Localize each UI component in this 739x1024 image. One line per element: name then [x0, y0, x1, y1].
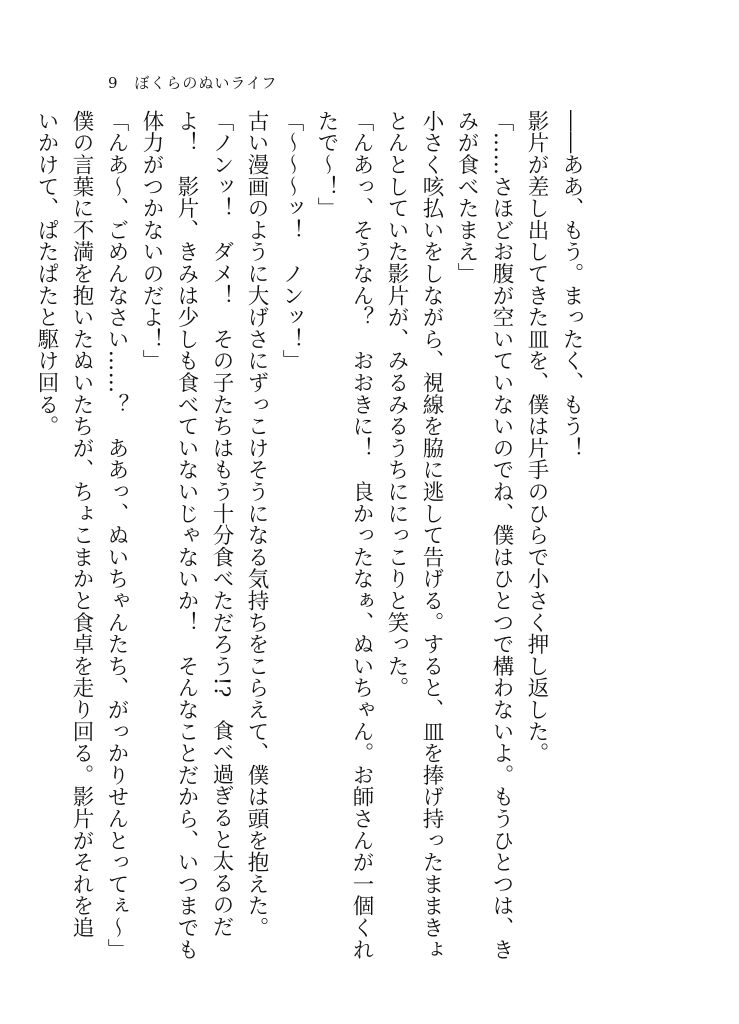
text-line: ――ああ、もう。まったく、もう！ — [559, 110, 584, 459]
text-line: たで～！」 — [314, 110, 339, 219]
text-line: みが食べたまえ」 — [454, 110, 479, 285]
text-line: 「ノンッ！ ダメ！ その子たちはもう十分食べただろう!? 食べ過ぎると太るのだ — [209, 110, 234, 938]
running-header — [108, 72, 277, 93]
text-line: いかけて、ぱたぱたと駆け回る。 — [34, 110, 59, 437]
text-line: 「んあ～、ごめんなさい……？ ああっ、ぬいちゃんたち、がっかりせんとってぇ～」 — [104, 110, 129, 961]
running-title: ぼくらのぬいライフ — [134, 74, 278, 92]
text-line: 影片が差し出してきた皿を、僕は片手のひらで小さく押し返した。 — [524, 110, 549, 764]
text-line: 「……さほどお腹が空いていないのでね、僕はひとつで構わないよ。もうひとつは、き — [489, 110, 514, 961]
text-line: 小さく咳払いをしながら、視線を脇に逃して告げる。すると、皿を捧げ持ったままきょ — [419, 110, 444, 961]
vertical-body-text — [29, 110, 589, 970]
text-line: 僕の言葉に不満を抱いたぬいたちが、ちょこまかと食卓を走り回る。影片がそれを追 — [69, 110, 94, 939]
page-number: 9 — [108, 74, 119, 92]
text-line: 体力がつかないのだよ！」 — [139, 110, 164, 372]
text-line: 「～～～ッ！ ノンッ！」 — [279, 110, 304, 372]
text-line: よ！ 影片、きみは少しも食べていないじゃないか！ そんなことだから、いつまでも — [174, 110, 199, 961]
text-line: 古い漫画のように大げさにずっこけそうになる気持ちをこらえて、僕は頭を抱えた。 — [244, 110, 269, 939]
text-line: とんとしていた影片が、みるみるうちににっこりと笑った。 — [384, 110, 409, 699]
text-line: 「んあっ、そうなん？ おおきに！ 良かったなぁ、ぬいちゃん。お師さんが一個くれ — [349, 110, 374, 961]
